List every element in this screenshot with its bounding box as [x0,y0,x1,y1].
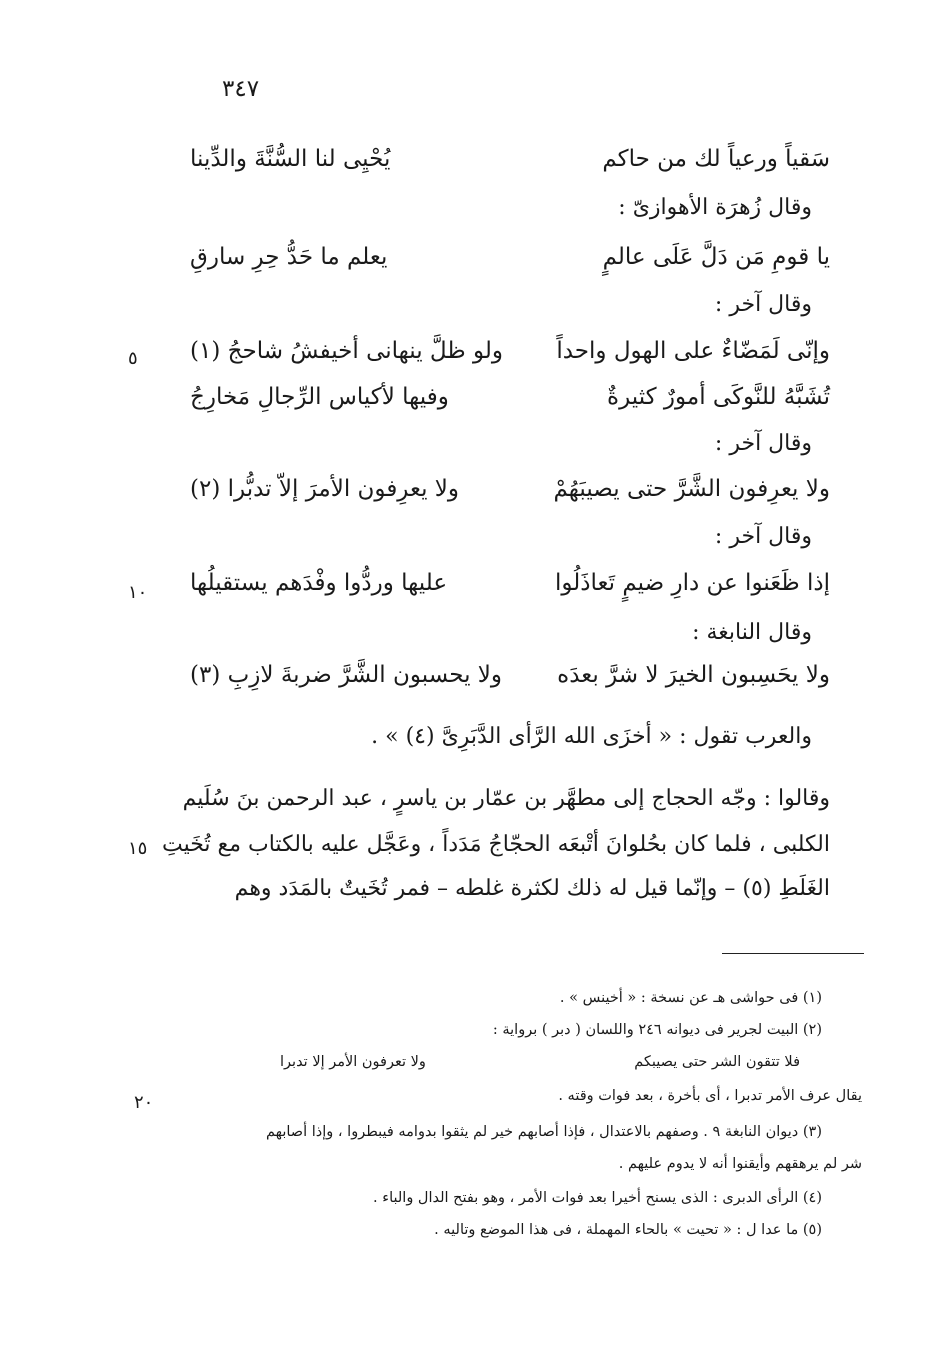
verse-second-hemistich: وفيها لأكياس الرِّجالِ مَخارِجُ [190,384,449,410]
footnote-3-continuation: شر لم يرهقهم وأيقنوا أنه لا يدوم عليهم . [618,1156,862,1172]
poet-intro-5: وقال النابغة : [692,620,812,645]
footnote-5: (٥) ما عدا ل : « تحيت » بالحاء المهملة ، فى هذا الموضع وتاليه . [434,1222,822,1238]
poet-intro-3: وقال آخر : [714,431,812,456]
verse-first-hemistich: تُشَبَّهُ للنَّوكَى أمورٌ كثيرةٌ [607,384,830,410]
proverb-line: والعرب تقول : « أخزَى الله الرَّأى الدَّبَرِىَّ (٤) » . [371,724,812,749]
verse-5 [190,476,830,520]
verse-second-hemistich: يعلم ما حَدُّ حِرِ سارقِ [190,244,388,270]
verse-6 [190,570,830,614]
line-number-20: ٢٠ [134,1092,154,1113]
verse-first-hemistich: إذا ظَعَنوا عن دارِ ضيمٍ تَعاذَلُوا [555,570,830,596]
poet-intro-2: وقال آخر : [714,292,812,317]
verse-second-hemistich: ولا يحسبون الشَّرَّ ضربةَ لازِبِ (٣) [190,662,503,688]
footnote-verse-second-hemistich: ولا تعرفون الأمر إلا تدبرا [280,1054,426,1070]
prose-line-2: الكلبى ، فلما كان بحُلوانَ أتْبعَه الحجّاجُ مَدَداً ، وعَجَّل عليه بالكتاب مع تُخَيتِ [161,832,830,857]
line-number-15: ١٥ [128,838,148,859]
verse-4 [190,384,830,428]
line-number-5: ٥ [128,348,138,369]
prose-line-3: الغَلَطِ (٥) – وإنّما قيل له ذلك لكثرة غلطه – فمر تُخَيتٌ بالمَدَد وهم [234,876,830,901]
poet-intro-1: وقال زُهرَة الأهوازىّ : [618,195,812,220]
verse-second-hemistich: ولو ظلَّ ينهانى أخيفشُ شاحجُ (١) [190,338,503,364]
verse-first-hemistich: وإنّى لَمَضّاءٌ على الهول واحداً [556,338,830,364]
footnote-1: (١) فى حواشى هـ عن نسخة : « أخينس » . [559,990,822,1006]
verse-7 [190,662,830,706]
verse-1 [190,146,830,190]
footnote-verse-first-hemistich: فلا تتقون الشر حتى يصيبكم [634,1054,800,1070]
footnote-separator [722,953,864,954]
footnote-2-continuation: يقال عرف الأمر تدبرا ، أى بأخرة ، بعد فوات وقته . [558,1088,862,1104]
footnote-2-verse [280,1054,800,1078]
line-number-10: ١٠ [128,582,148,603]
prose-line-1: وقالوا : وجّه الحجاج إلى مطهَّر بن عمّار بن ياسرٍ ، عبد الرحمن بنَ سُلَيم [182,786,830,811]
verse-first-hemistich: يا قومِ مَن دَلَّ عَلَى عالمٍ [602,244,830,270]
verse-first-hemistich: سَقياً ورعياً لك من حاكم [602,146,830,172]
verse-3 [190,338,830,382]
verse-first-hemistich: ولا يحَسِبون الخيرَ لا شرَّ بعدَه [557,662,830,688]
verse-2 [190,244,830,288]
verse-second-hemistich: ولا يعرِفون الأمرَ إلاّ تدبُّرا (٢) [190,476,460,502]
footnote-2: (٢) البيت لجرير فى ديوانه ٢٤٦ واللسان ( دبر ) برواية : [492,1022,822,1038]
page-number: ٣٤٧ [222,76,260,102]
verse-first-hemistich: ولا يعرِفون الشَّرَّ حتى يصيبَهُمْ [553,476,830,502]
verse-second-hemistich: عليها وردُّوا وفْدَهم يستقيلُها [190,570,448,596]
footnote-4: (٤) الرأى الدبرى : الذى يسنح أخيرا بعد فوات الأمر ، وهو بفتح الدال والباء . [373,1190,822,1206]
poet-intro-4: وقال آخر : [714,524,812,549]
footnote-3: (٣) ديوان النابغة ٩ . وصفهم بالاعتدال ، فإذا أصابهم خير لم يثقوا بدوامه فيبطروا ، وإذا أصابهم [266,1124,822,1140]
verse-second-hemistich: يُحْيِى لنا السُّنَّةَ والدِّينا [190,146,391,172]
